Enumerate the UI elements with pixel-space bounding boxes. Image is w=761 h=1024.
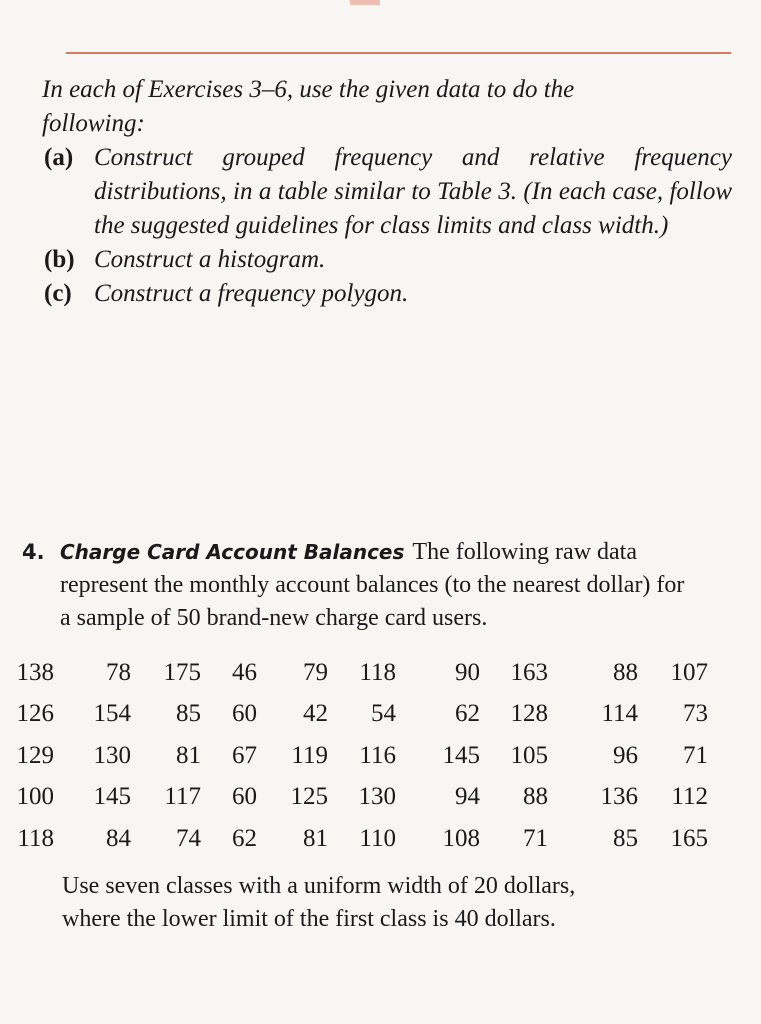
data-cell: 129 [16, 741, 54, 769]
data-cell: 81 [176, 741, 201, 769]
part-a [42, 141, 732, 243]
part-a-label: (a) [44, 144, 74, 171]
data-cell: 88 [523, 783, 548, 811]
data-cell: 108 [442, 824, 480, 852]
data-cell: 84 [106, 824, 131, 852]
data-cell: 79 [303, 658, 328, 686]
data-cell: 100 [16, 783, 54, 811]
part-b-label: (b) [44, 246, 75, 273]
data-cell: 110 [359, 824, 396, 852]
data-cell: 130 [93, 741, 131, 769]
exercise-number: 4. [22, 540, 45, 564]
data-cell: 96 [613, 741, 638, 769]
data-cell: 85 [613, 824, 638, 852]
top-margin-mark [350, 0, 380, 5]
data-cell: 118 [359, 658, 396, 686]
data-cell: 42 [303, 700, 328, 728]
raw-data-table [14, 652, 708, 860]
part-a-text: Construct grouped frequency and relative frequency distributions, in a table similar to Table 3. (In each case, follow the suggested guidelines for class limits and class width.) [94, 144, 732, 239]
data-cell: 117 [164, 783, 201, 811]
data-cell: 62 [455, 700, 480, 728]
instructions-intro-line-2: following: [42, 110, 145, 137]
data-cell: 175 [163, 658, 201, 686]
data-cell: 130 [358, 783, 396, 811]
data-cell: 60 [232, 700, 257, 728]
data-cell: 163 [510, 658, 548, 686]
data-cell: 118 [17, 824, 54, 852]
data-cell: 74 [176, 824, 201, 852]
data-cell: 154 [93, 700, 131, 728]
data-cell: 81 [303, 824, 328, 852]
data-cell: 71 [683, 741, 708, 769]
data-cell: 165 [670, 824, 708, 852]
exercise-title: Charge Card Account Balances [60, 540, 405, 564]
part-c-label: (c) [44, 280, 72, 307]
data-cell: 126 [16, 700, 54, 728]
data-cell: 78 [106, 658, 131, 686]
note-line-1: Use seven classes with a uniform width of 20 dollars, [62, 873, 576, 899]
part-c-text: Construct a frequency polygon. [94, 280, 409, 307]
data-cell: 145 [93, 783, 131, 811]
top-divider [66, 52, 731, 54]
data-cell: 128 [510, 700, 548, 728]
data-cell: 62 [232, 824, 257, 852]
data-cell: 136 [600, 783, 638, 811]
data-cell: 60 [232, 783, 257, 811]
instructions-intro-line-1: In each of Exercises 3–6, use the given data to do the [42, 76, 575, 103]
data-cell: 94 [455, 783, 480, 811]
data-cell: 85 [176, 700, 201, 728]
part-b-text: Construct a histogram. [94, 246, 326, 273]
data-cell: 107 [670, 658, 708, 686]
data-cell: 125 [290, 783, 328, 811]
exercise-note [62, 870, 702, 936]
exercise-header [22, 536, 692, 635]
note-line-2: where the lower limit of the first class is 40 dollars. [62, 906, 556, 932]
data-cell: 112 [671, 783, 708, 811]
part-c [42, 277, 732, 311]
data-cell: 71 [523, 824, 548, 852]
table-row [14, 652, 708, 694]
data-cell: 73 [683, 700, 708, 728]
data-cell: 138 [16, 658, 54, 686]
data-cell: 54 [371, 700, 396, 728]
exercise-4 [22, 536, 692, 635]
table-row [14, 777, 708, 819]
data-cell: 105 [510, 741, 548, 769]
data-cell: 114 [601, 700, 638, 728]
exercise-body [60, 536, 692, 635]
instructions-parts-list [42, 141, 732, 311]
data-cell: 116 [359, 741, 396, 769]
data-cell: 145 [442, 741, 480, 769]
table-row [14, 694, 708, 736]
table-row [14, 818, 708, 860]
exercise-description: The following raw data represent the monthly account balances (to the nearest dollar) for a sample of 50 brand-new charge card users. [60, 539, 685, 631]
table-row [14, 735, 708, 777]
data-cell: 88 [613, 658, 638, 686]
data-cell: 67 [232, 741, 257, 769]
data-cell: 46 [232, 658, 257, 686]
data-cell: 119 [291, 741, 328, 769]
instructions-block [42, 73, 732, 311]
part-b [42, 243, 732, 277]
data-cell: 90 [455, 658, 480, 686]
